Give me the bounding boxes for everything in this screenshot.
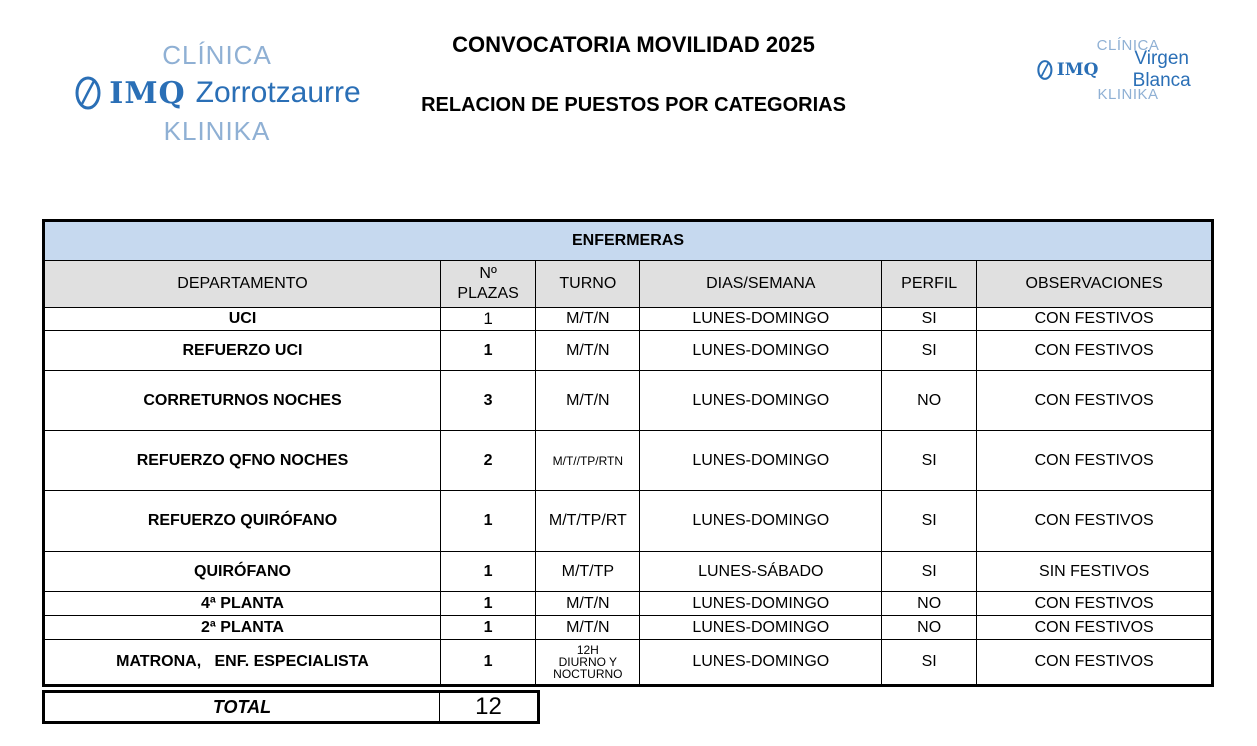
page-subtitle: RELACION DE PUESTOS POR CATEGORIAS (421, 94, 846, 116)
cell-departamento: REFUERZO QUIRÓFANO (44, 491, 441, 552)
table-row (44, 431, 1213, 491)
cell-dias: LUNES-DOMINGO (640, 331, 882, 371)
logo-left-brand: IMQ (109, 75, 186, 111)
table-header (44, 261, 1213, 308)
logo-right-place: Virgen Blanca (1132, 48, 1191, 91)
page-title: CONVOCATORIA MOVILIDAD 2025 (452, 32, 815, 57)
cell-perfil: NO (882, 371, 977, 431)
col-plazas-line1: Nº (479, 265, 497, 282)
cell-turno: M/T/N (536, 371, 640, 431)
logo-left-place: Zorrotzaurre (195, 76, 361, 109)
cell-departamento: REFUERZO UCI (44, 331, 441, 371)
cell-departamento: MATRONA, ENF. ESPECIALISTA (44, 640, 441, 686)
cell-turno-line2: DIURNO Y (558, 655, 618, 669)
table-row (44, 371, 1213, 431)
total-table (42, 690, 540, 724)
logo-left-top: CLÍNICA (162, 40, 272, 70)
cell-observaciones: CON FESTIVOS (977, 640, 1213, 686)
positions-table (42, 219, 1214, 687)
logo-left-bottom: KLINIKA (163, 116, 271, 146)
cell-turno-line3: NOCTURNO (553, 667, 623, 681)
table-row (44, 308, 1213, 331)
col-departamento: DEPARTAMENTO (44, 261, 441, 308)
cell-plazas: 1 (440, 592, 535, 616)
col-plazas-line2: PLAZAS (457, 285, 519, 302)
cell-turno: M/T/N (536, 616, 640, 640)
cell-dias: LUNES-DOMINGO (640, 308, 882, 331)
cell-perfil: NO (882, 592, 977, 616)
cell-turno: M/T/N (536, 331, 640, 371)
col-perfil: PERFIL (882, 261, 977, 308)
total-value: 12 (440, 692, 539, 723)
cell-turno: M/T//TP/RTN (536, 431, 640, 491)
cell-departamento: UCI (44, 308, 441, 331)
cell-observaciones: CON FESTIVOS (977, 616, 1213, 640)
cell-observaciones: CON FESTIVOS (977, 431, 1213, 491)
cell-departamento: QUIRÓFANO (44, 552, 441, 592)
cell-observaciones: SIN FESTIVOS (977, 552, 1213, 592)
cell-perfil: SI (882, 552, 977, 592)
cell-turno: M/T/TP/RT (536, 491, 640, 552)
cell-plazas: 1 (440, 616, 535, 640)
cell-turno: M/T/N (536, 308, 640, 331)
table-row (44, 552, 1213, 592)
table-row (44, 640, 1213, 686)
cell-perfil: SI (882, 640, 977, 686)
table-row (44, 616, 1213, 640)
cell-plazas: 3 (440, 371, 535, 431)
cell-plazas: 1 (440, 552, 535, 592)
cell-dias: LUNES-DOMINGO (640, 592, 882, 616)
cell-departamento: 2ª PLANTA (44, 616, 441, 640)
col-dias: DIAS/SEMANA (640, 261, 882, 308)
cell-observaciones: CON FESTIVOS (977, 491, 1213, 552)
cell-observaciones: CON FESTIVOS (977, 371, 1213, 431)
cell-departamento: REFUERZO QFNO NOCHES (44, 431, 441, 491)
cell-turno-line1: 12H (576, 643, 599, 657)
cell-dias: LUNES-SÁBADO (640, 552, 882, 592)
table-row (44, 491, 1213, 552)
cell-departamento: 4ª PLANTA (44, 592, 441, 616)
cell-perfil: SI (882, 431, 977, 491)
cell-dias: LUNES-DOMINGO (640, 371, 882, 431)
total-label: TOTAL (44, 692, 440, 723)
col-turno: TURNO (536, 261, 640, 308)
cell-turno: M/T/N (536, 592, 640, 616)
table-row (44, 331, 1213, 371)
col-observaciones: OBSERVACIONES (977, 261, 1213, 308)
cell-plazas: 2 (440, 431, 535, 491)
cell-plazas: 1 (440, 308, 535, 331)
cell-observaciones: CON FESTIVOS (977, 331, 1213, 371)
logo-imq-virgen-blanca (1036, 36, 1220, 104)
cell-dias: LUNES-DOMINGO (640, 431, 882, 491)
cell-plazas: 1 (440, 640, 535, 686)
cell-turno (536, 640, 640, 686)
cell-dias: LUNES-DOMINGO (640, 491, 882, 552)
section-title: ENFERMERAS (44, 221, 1213, 261)
cell-observaciones: CON FESTIVOS (977, 592, 1213, 616)
cell-turno: M/T/TP (536, 552, 640, 592)
cell-observaciones: CON FESTIVOS (977, 308, 1213, 331)
cell-perfil: SI (882, 491, 977, 552)
logo-right-brand: IMQ (1056, 60, 1099, 80)
cell-plazas: 1 (440, 331, 535, 371)
logo-right-top: CLÍNICA (1096, 37, 1160, 54)
leaf-icon (1036, 59, 1054, 81)
cell-perfil: SI (882, 331, 977, 371)
table-row (44, 592, 1213, 616)
cell-dias: LUNES-DOMINGO (640, 616, 882, 640)
cell-perfil: NO (882, 616, 977, 640)
logo-right-bottom: KLINIKA (1097, 86, 1159, 103)
cell-dias: LUNES-DOMINGO (640, 640, 882, 686)
col-plazas (440, 261, 535, 308)
cell-departamento: CORRETURNOS NOCHES (44, 371, 441, 431)
cell-plazas: 1 (440, 491, 535, 552)
cell-perfil: SI (882, 308, 977, 331)
